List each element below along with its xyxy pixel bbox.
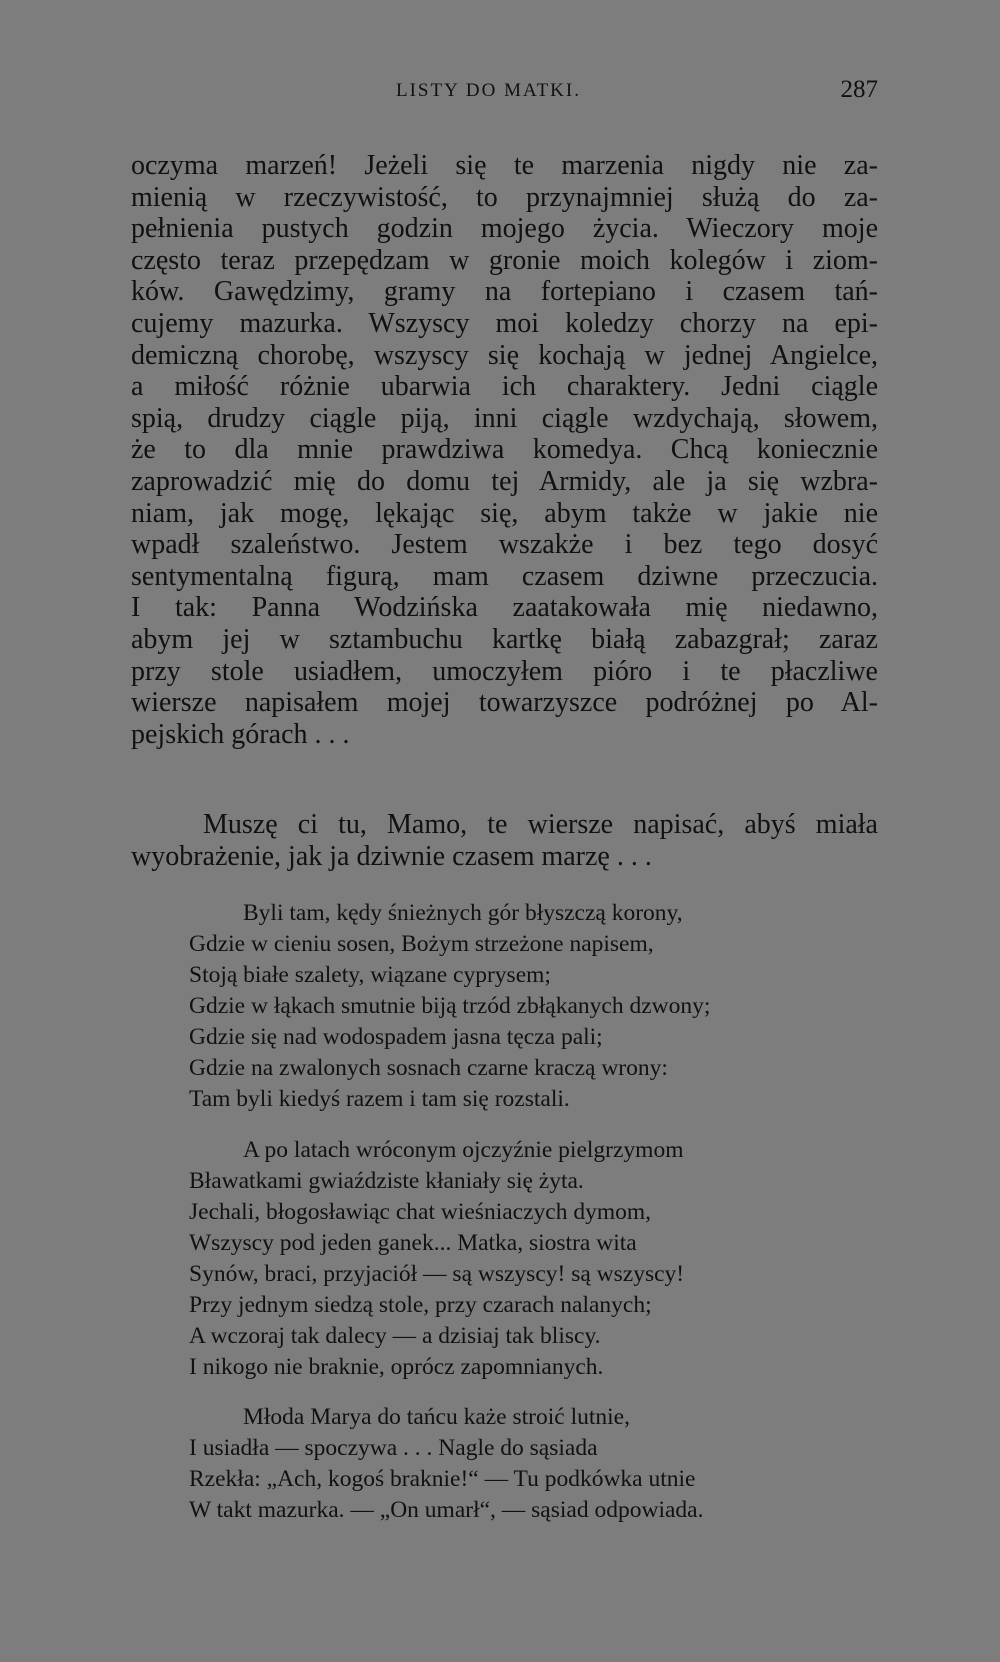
text-line: oczyma marzeń! Jeżeli się te marzenia nigdy nie za- <box>131 150 878 181</box>
verse-line: Bławatkami gwiaździste kłaniały się żyta. <box>189 1168 584 1194</box>
text-line: ków. Gawędzimy, gramy na fortepiano i czasem tań- <box>131 276 878 308</box>
text-line: spią, drudzy ciągle piją, inni ciągle wzdychają, słowem, <box>131 402 878 434</box>
verse-line: A po latach wróconym ojczyźnie pielgrzymom <box>243 1137 684 1163</box>
prose-paragraph-2 <box>131 809 878 872</box>
poem-stanza-1 <box>189 898 879 1115</box>
verse-line: Młoda Marya do tańcu każe stroić lutnie, <box>243 1404 630 1430</box>
verse-line: Wszyscy pod jeden ganek... Matka, siostra wita <box>189 1230 637 1256</box>
verse-line: Stoją białe szalety, wiązane cyprysem; <box>189 962 551 988</box>
text-line: sentymentalną figurą, mam czasem dziwne przeczucia. <box>131 560 878 592</box>
page-number: 287 <box>840 76 878 103</box>
verse-line: Synów, braci, przyjaciół — są wszyscy! są wszyscy! <box>189 1261 685 1287</box>
text-line: wpadł szaleństwo. Jestem wszakże i bez tego dosyć <box>131 529 878 561</box>
poem-stanza-2 <box>189 1135 879 1383</box>
verse-line: I usiadła — spoczywa . . . Nagle do sąsiada <box>189 1435 598 1461</box>
text-line: zaprowadzić mię do domu tej Armidy, ale ja się wzbra- <box>131 465 878 497</box>
prose-paragraph-1 <box>131 150 878 750</box>
verse-line: Przy jednym siedzą stole, przy czarach nalanych; <box>189 1292 652 1318</box>
running-title: LISTY DO MATKI. <box>396 80 581 101</box>
text-line: wyobrażenie, jak ja dziwnie czasem marzę . . . <box>131 840 652 872</box>
text-line: demiczną chorobę, wszyscy się kochają w jednej Angielce, <box>131 339 878 371</box>
verse-line: Rzekła: „Ach, kogoś braknie!“ — Tu podkówka utnie <box>189 1466 696 1492</box>
verse-line: W takt mazurka. — „On umarł“, — sąsiad odpowiada. <box>189 1497 704 1523</box>
verse-line: Jechali, błogosławiąc chat wieśniaczych dymom, <box>189 1199 652 1225</box>
text-line: niam, jak mogę, lękając się, abym także w jakie nie <box>131 497 878 529</box>
verse-line: Gdzie na zwalonych sosnach czarne kraczą wrony: <box>189 1055 668 1081</box>
text-line: że to dla mnie prawdziwa komedya. Chcą koniecznie <box>131 434 878 466</box>
text-line: pełnienia pustych godzin mojego życia. Wieczory moje <box>131 213 878 245</box>
text-line: wiersze napisałem mojej towarzyszce podróżnej po Al- <box>131 687 878 719</box>
verse-line: Byli tam, kędy śnieżnych gór błyszczą korony, <box>243 900 683 926</box>
poem-stanza-3 <box>189 1402 879 1526</box>
text-line: cujemy mazurka. Wszyscy moi koledzy chorzy na epi- <box>131 307 878 339</box>
text-line: pejskich górach . . . <box>131 718 350 750</box>
verse-line: A wczoraj tak dalecy — a dzisiaj tak bliscy. <box>189 1323 601 1349</box>
text-line: a miłość różnie ubarwia ich charaktery. Jedni ciągle <box>131 371 878 403</box>
text-line: często teraz przepędzam w gronie moich kolegów i ziom- <box>131 244 878 276</box>
verse-line: I nikogo nie braknie, oprócz zapomnianych. <box>189 1354 604 1380</box>
verse-line: Gdzie w łąkach smutnie biją trzód zbłąkanych dzwony; <box>189 993 711 1019</box>
verse-line: Gdzie w cieniu sosen, Bożym strzeżone napisem, <box>189 931 654 957</box>
text-line: I tak: Panna Wodzińska zaatakowała mię niedawno, <box>131 592 878 624</box>
text-line: mienią w rzeczywistość, to przynajmniej służą do za- <box>131 181 878 213</box>
text-line: przy stole usiadłem, umoczyłem pióro i te płaczliwe <box>131 655 878 687</box>
text-line: Muszę ci tu, Mamo, te wiersze napisać, abyś miała <box>203 809 878 840</box>
verse-line: Tam byli kiedyś razem i tam się rozstali. <box>189 1086 570 1112</box>
text-line: abym jej w sztambuchu kartkę białą zabazgrał; zaraz <box>131 623 878 655</box>
verse-line: Gdzie się nad wodospadem jasna tęcza pali; <box>189 1024 603 1050</box>
